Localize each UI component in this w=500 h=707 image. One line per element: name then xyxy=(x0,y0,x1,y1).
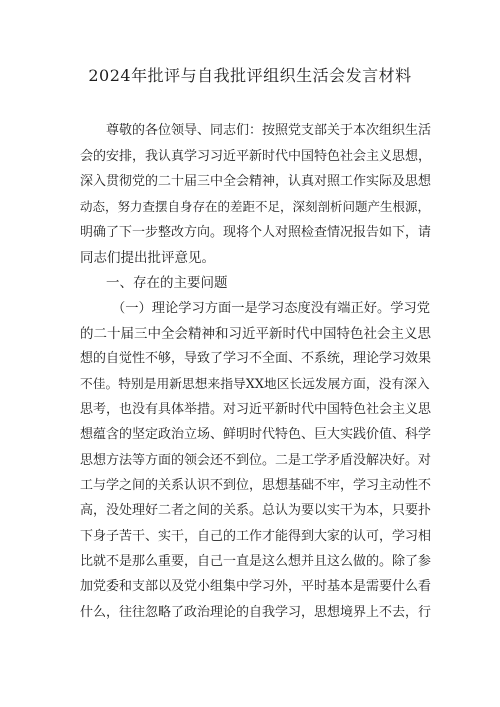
paragraph-line: 尊敬的各位领导、同志们：按照党支部关于本次组织生活 xyxy=(106,123,432,138)
paragraph-line: （一）理论学习方面一是学习态度没有端正好。学习党 xyxy=(112,301,431,316)
paragraph-line: 想蕴含的坚定政治立场、鲜明时代特色、巨大实践价值、科学 xyxy=(80,427,432,442)
paragraph-line: 思想方法等方面的领会还不到位。二是工学矛盾没解决好。对 xyxy=(80,453,432,468)
paragraph-line: 什么，往往忽略了政治理论的自我学习，思想境界上不去，行 xyxy=(80,605,432,620)
paragraph-line: 想的自觉性不够，导致了学习不全面、不系统，理论学习效果 xyxy=(80,351,432,366)
document-title: 2024年批评与自我批评组织生活会发言材料 xyxy=(88,66,412,85)
paragraph-line: 同志们提出批评意见。 xyxy=(80,250,215,266)
paragraph-line: 下身子苦干、实干，自己的工作才能得到大家的认可，学习相 xyxy=(80,529,432,544)
paragraph-line: 不佳。特别是用新思想来指导XX地区长远发展方面，没有深入 xyxy=(80,377,430,392)
paragraph-line: 动态，努力查摆自身存在的差距不足，深刻剖析问题产生根源， xyxy=(80,199,431,214)
paragraph-line: 深入贯彻党的二十届三中全会精神，认真对照工作实际及思想 xyxy=(80,174,432,189)
paragraph-line: 思考，也没有具体举措。对习近平新时代中国特色社会主义思 xyxy=(80,402,432,417)
paragraph-line: 高，没处理好二者之间的关系。总认为要以实干为本，只要扑 xyxy=(80,503,432,518)
paragraph-line: 会的安排，我认真学习习近平新时代中国特色社会主义思想， xyxy=(80,149,432,164)
paragraph-line: 的二十届三中全会精神和习近平新时代中国特色社会主义思 xyxy=(80,326,431,342)
paragraph-line: 比就不是那么重要，自己一直是这么想并且这么做的。除了参 xyxy=(80,554,432,569)
paragraph-line: 明确了下一步整改方向。现将个人对照检查情况报告如下，请 xyxy=(80,225,432,240)
section-heading: 一、存在的主要问题 xyxy=(106,275,228,291)
paragraph-line: 工与学之间的关系认识不到位，思想基础不牢，学习主动性不 xyxy=(80,478,432,493)
paragraph-line: 加党委和支部以及党小组集中学习外，平时基本是需要什么看 xyxy=(80,579,432,594)
